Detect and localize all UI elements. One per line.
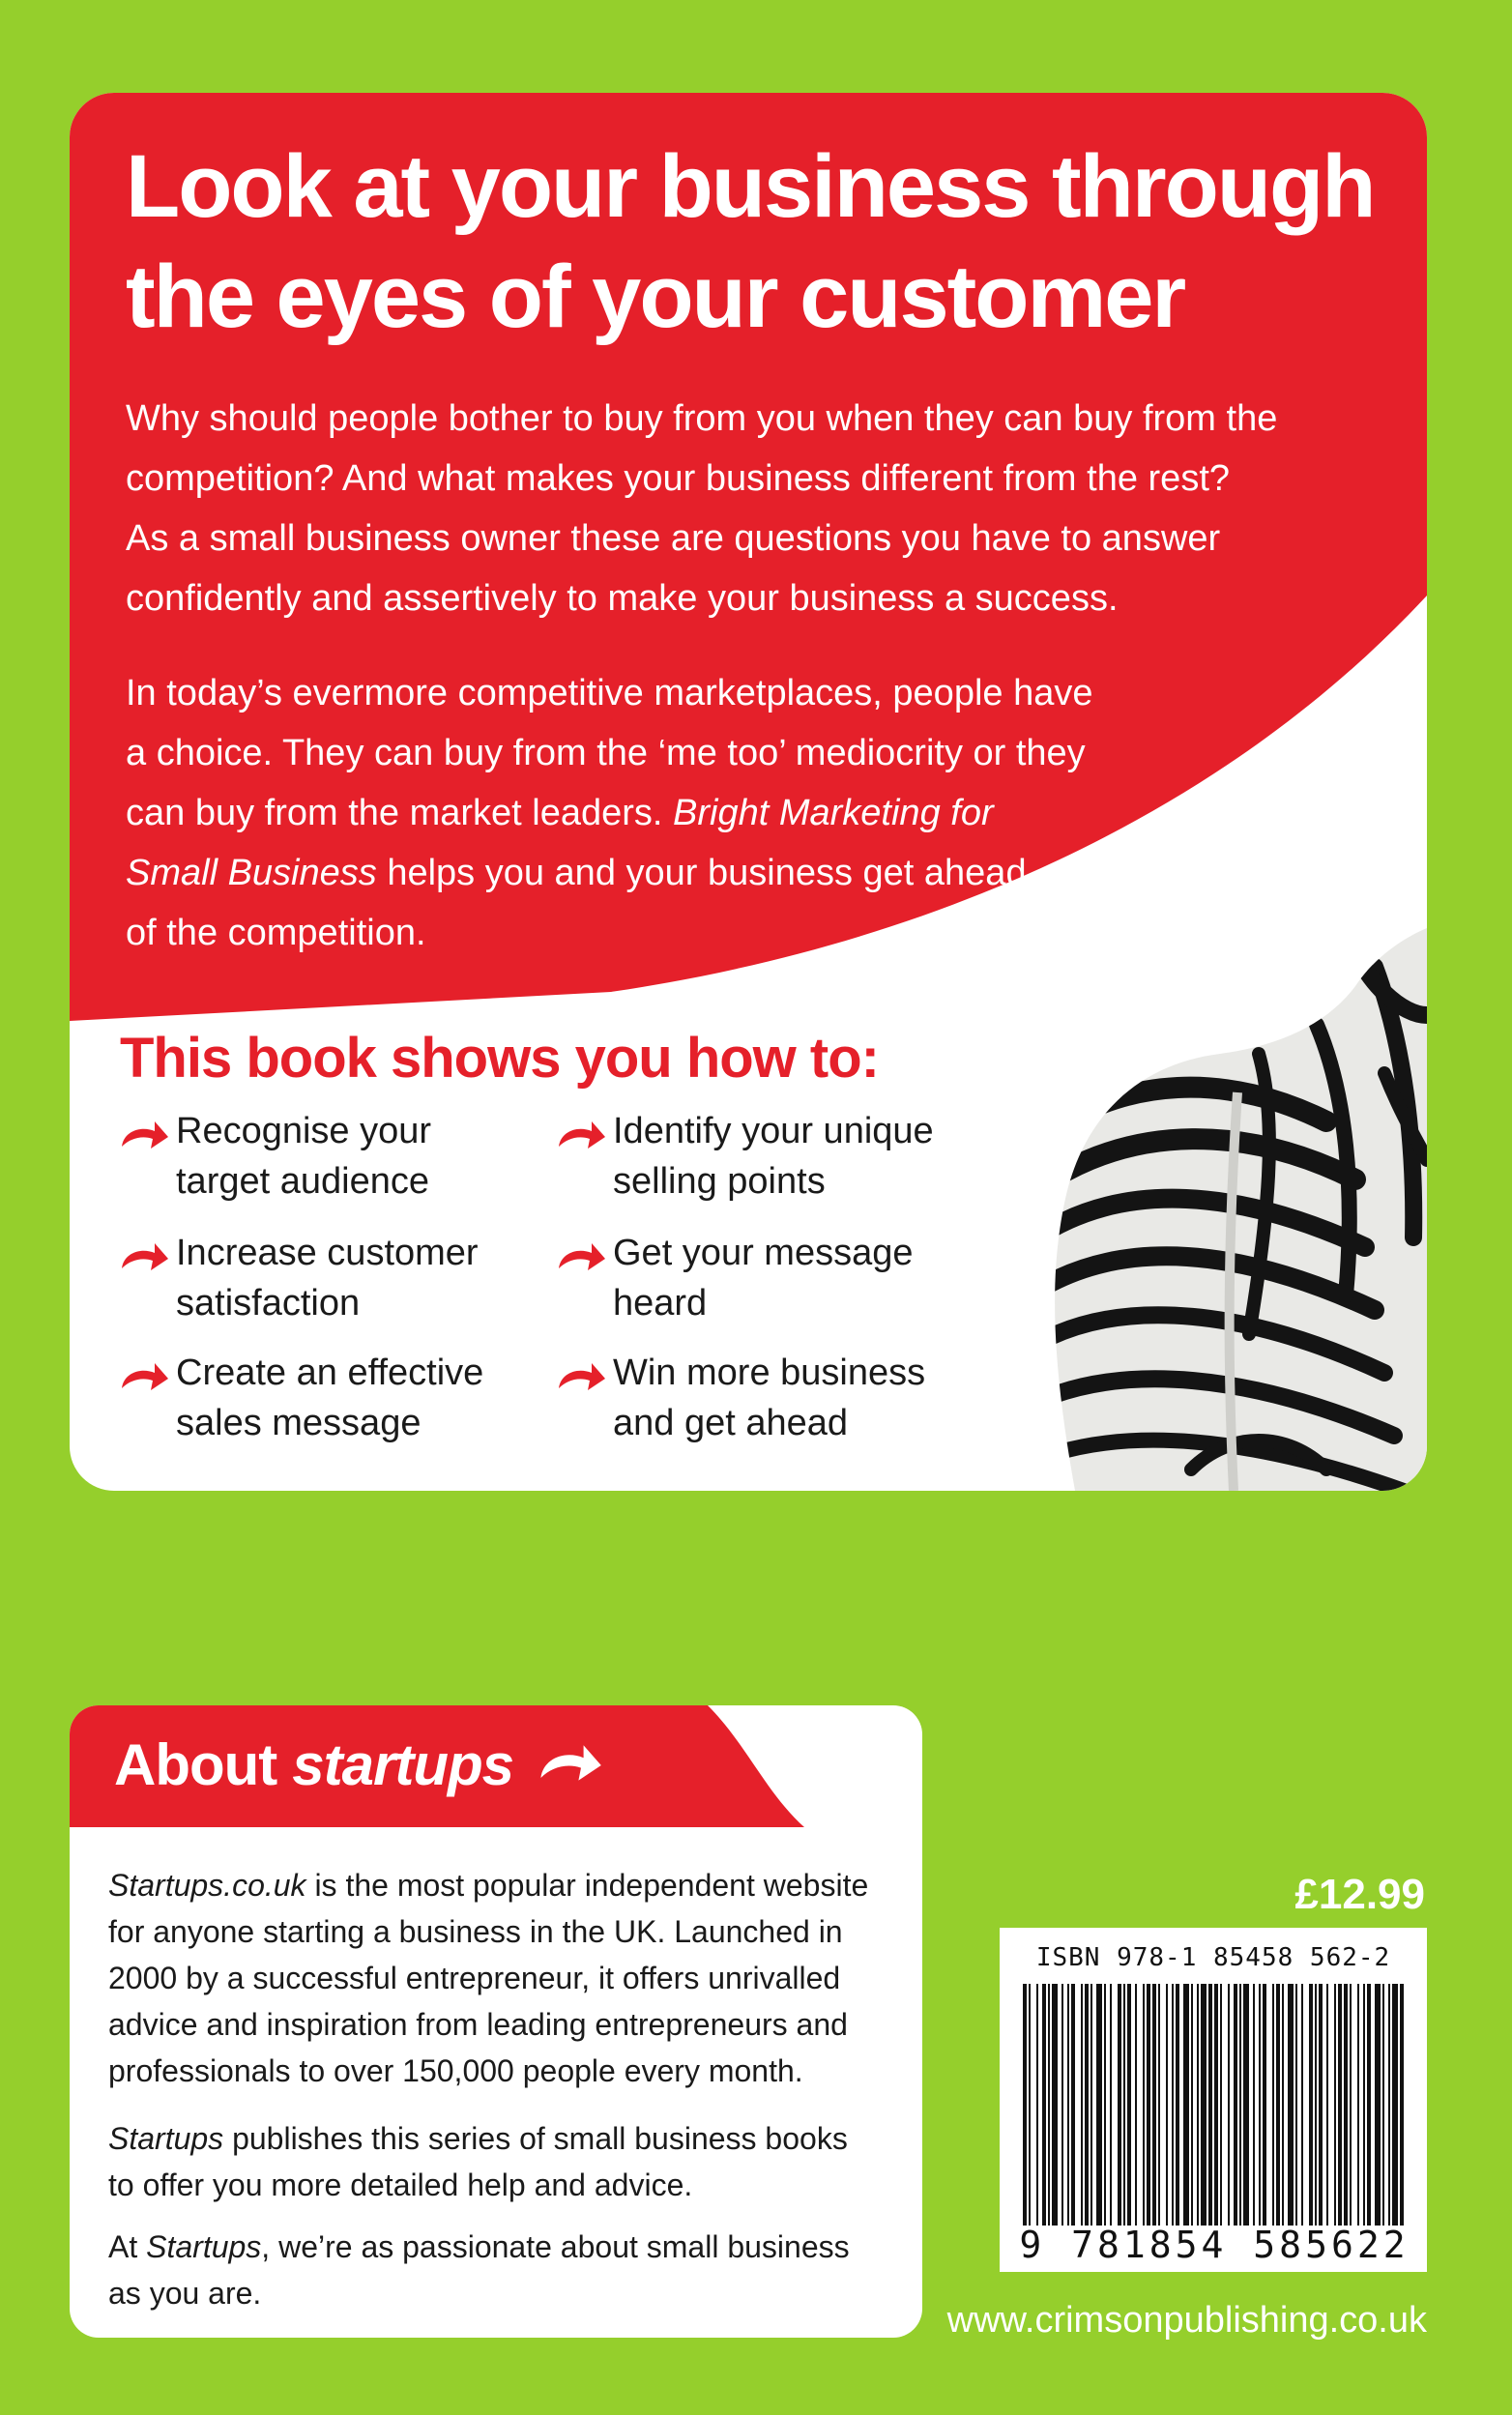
barcode-bar bbox=[1036, 1984, 1038, 2226]
arrow-icon bbox=[553, 1239, 607, 1278]
barcode-bar bbox=[1110, 1984, 1112, 2226]
barcode-bar bbox=[1104, 1984, 1106, 2226]
barcode-bar bbox=[1183, 1984, 1189, 2226]
barcode-bar bbox=[1197, 1984, 1199, 2226]
arrow-icon bbox=[116, 1239, 170, 1278]
headline: Look at your business through the eyes of your customer bbox=[126, 137, 1375, 346]
zebra-image bbox=[1036, 928, 1427, 1491]
barcode-bar bbox=[1375, 1984, 1381, 2226]
arrow-icon bbox=[116, 1359, 170, 1398]
barcode-bar bbox=[1127, 1984, 1131, 2226]
barcode-bar bbox=[1176, 1984, 1179, 2226]
barcode-bar bbox=[1090, 1984, 1092, 2226]
barcode-bar bbox=[1061, 1984, 1063, 2226]
barcode-bar bbox=[1243, 1984, 1249, 2226]
barcode-bar bbox=[1239, 1984, 1241, 2226]
barcode-bar bbox=[1152, 1984, 1156, 2226]
barcode-bar bbox=[1023, 1984, 1027, 2226]
top-panel bbox=[70, 93, 1427, 1491]
body-paragraph: In today’s evermore competitive marketplaces, people have a choice. They can buy from the ‘me too’ mediocrity or they can buy from the market leaders. Bright Marketing for Small Business helps you and your business get ahead of the competition. bbox=[126, 673, 1093, 953]
barcode-bar bbox=[1135, 1984, 1137, 2226]
barcode-bar bbox=[1344, 1984, 1348, 2226]
benefit-item: Identify your unique selling points bbox=[553, 1106, 978, 1207]
barcode-bar bbox=[1338, 1984, 1342, 2226]
barcode-bar bbox=[1158, 1984, 1160, 2226]
barcode-bar bbox=[1234, 1984, 1237, 2226]
barcode-bar bbox=[1363, 1984, 1365, 2226]
barcode-bar bbox=[1388, 1984, 1390, 2226]
website-url: www.crimsonpublishing.co.uk bbox=[946, 2300, 1427, 2341]
barcode-bar bbox=[1259, 1984, 1261, 2226]
barcode-bar bbox=[1166, 1984, 1168, 2226]
barcode-bar bbox=[1319, 1984, 1323, 2226]
isbn-text: ISBN 978-1 85458 562-2 bbox=[1035, 1943, 1391, 1972]
about-paragraph: Startups publishes this series of small business books to offer you more detailed help and advice. bbox=[108, 2121, 848, 2202]
barcode-bar bbox=[1253, 1984, 1255, 2226]
barcode-bar bbox=[1295, 1984, 1297, 2226]
barcode-bar bbox=[1042, 1984, 1046, 2226]
intro-paragraph: Why should people bother to buy from you when they can buy from the competition? And what makes your business different from the rest? As a small business owner these are questions you have to answer confidently and assertively to make your business a success. bbox=[126, 398, 1278, 619]
benefit-item: Increase customer satisfaction bbox=[116, 1228, 541, 1328]
barcode-bar bbox=[1143, 1984, 1145, 2226]
barcode-bar bbox=[1272, 1984, 1274, 2226]
barcode-bar bbox=[1228, 1984, 1230, 2226]
arrow-icon bbox=[116, 1118, 170, 1156]
barcode-bar bbox=[1350, 1984, 1352, 2226]
barcode-bar bbox=[1301, 1984, 1303, 2226]
benefit-item: Recognise your target audience bbox=[116, 1106, 541, 1207]
barcode-bar bbox=[1052, 1984, 1058, 2226]
barcode-bars bbox=[1021, 1984, 1408, 2226]
barcode-bar bbox=[1191, 1984, 1193, 2226]
barcode-bar bbox=[1071, 1984, 1075, 2226]
barcode-bar bbox=[1326, 1984, 1328, 2226]
barcode-bar bbox=[1288, 1984, 1294, 2226]
benefit-item: Get your message heard bbox=[553, 1228, 978, 1328]
barcode-bar bbox=[1392, 1984, 1398, 2226]
barcode-bar bbox=[1309, 1984, 1313, 2226]
barcode-bar bbox=[1263, 1984, 1266, 2226]
about-paragraph: Startups.co.uk is the most popular independent website for anyone starting a business in the UK. Launched in 2000 by a successful entrepreneur, it offers unrivalled advice and inspiration from leading entrepreneurs and professionals to over 150,000 people every month. bbox=[108, 1868, 869, 2088]
benefit-item: Create an effective sales message bbox=[116, 1348, 541, 1448]
barcode-bar bbox=[1276, 1984, 1280, 2226]
barcode-bar bbox=[1214, 1984, 1218, 2226]
barcode-bar bbox=[1334, 1984, 1336, 2226]
barcode-bar bbox=[1357, 1984, 1359, 2226]
barcode-bar bbox=[1382, 1984, 1384, 2226]
barcode-bar bbox=[1123, 1984, 1125, 2226]
barcode-bar bbox=[1282, 1984, 1284, 2226]
benefit-item: Win more business and get ahead bbox=[553, 1348, 978, 1448]
barcode-bar bbox=[1172, 1984, 1174, 2226]
barcode bbox=[1000, 1928, 1427, 2272]
barcode-bar bbox=[1315, 1984, 1317, 2226]
barcode-bar bbox=[1029, 1984, 1031, 2226]
arrow-icon bbox=[553, 1118, 607, 1156]
price: £12.99 bbox=[1294, 1871, 1425, 1918]
barcode-bar bbox=[1147, 1984, 1150, 2226]
about-panel bbox=[70, 1705, 922, 2338]
shows-title: This book shows you how to: bbox=[120, 1027, 879, 1090]
barcode-bar bbox=[1048, 1984, 1050, 2226]
barcode-bar bbox=[1096, 1984, 1102, 2226]
barcode-bar bbox=[1067, 1984, 1069, 2226]
barcode-bar bbox=[1400, 1984, 1404, 2226]
barcode-bar bbox=[1118, 1984, 1121, 2226]
about-title: About startups bbox=[114, 1729, 606, 1802]
barcode-bar bbox=[1081, 1984, 1083, 2226]
barcode-bar bbox=[1208, 1984, 1212, 2226]
barcode-bar bbox=[1085, 1984, 1089, 2226]
barcode-bar bbox=[1201, 1984, 1207, 2226]
barcode-bar bbox=[1367, 1984, 1371, 2226]
arrow-icon bbox=[531, 1740, 606, 1790]
about-paragraph: At Startups, we’re as passionate about small business as you are. bbox=[108, 2229, 850, 2311]
arrow-icon bbox=[553, 1359, 607, 1398]
barcode-bar bbox=[1220, 1984, 1222, 2226]
barcode-digits: 9 781854 585622 bbox=[1019, 2224, 1410, 2266]
